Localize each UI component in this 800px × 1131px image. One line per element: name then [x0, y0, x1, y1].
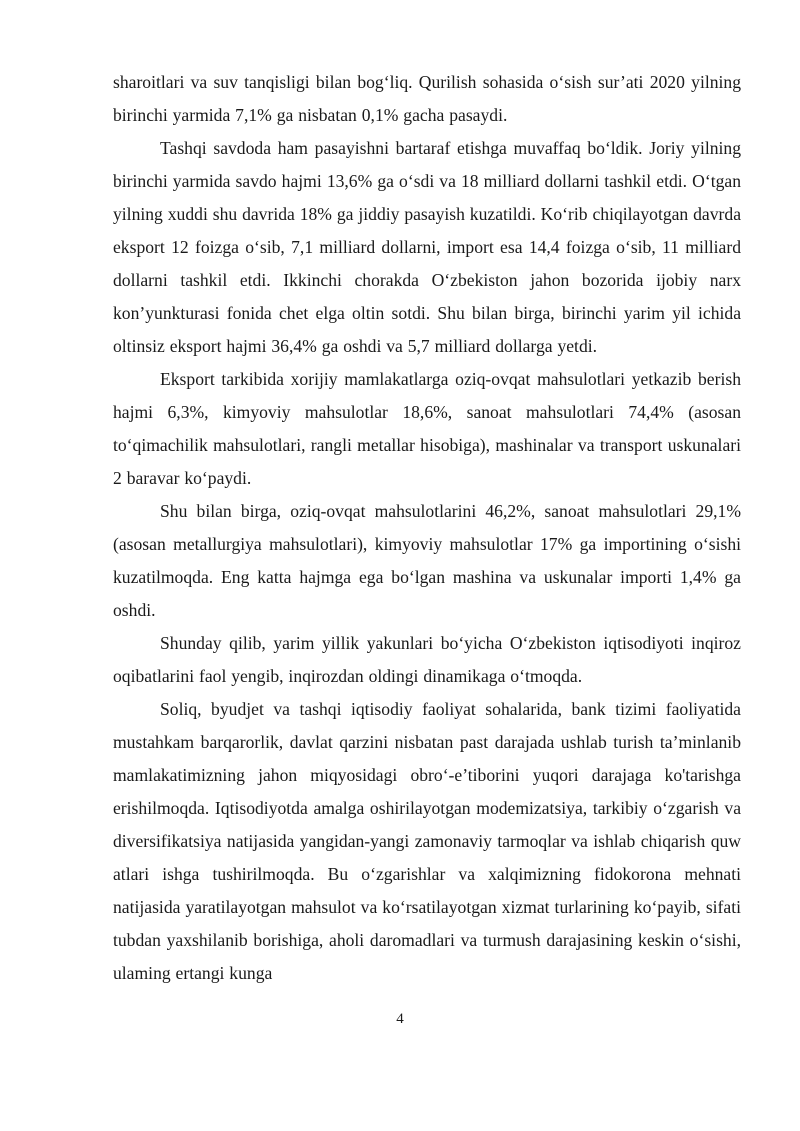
paragraph-4: Shu bilan birga, oziq-ovqat mahsulotlarini 46,2%, sanoat mahsulotlari 29,1% (asosan metallurgiya mahsulotlari), kimyoviy mahsulotlar 17% ga importining o‘sishi kuzatilmoqda. Eng katta hajmga ega bo‘lgan mashina va uskunalar importi 1,4% ga oshdi. [113, 501, 741, 620]
paragraph-6: Soliq, byudjet va tashqi iqtisodiy faoliyat sohalarida, bank tizimi faoliyatida mustahkam barqarorlik, davlat qarzini nisbatan past darajada ushlab turish ta’minlanib mamlakatimizning jahon miqyosidagi obro‘-e’tiborini yuqori darajaga ko'tarishga erishilmoqda. Iqtisodiyotda amalga oshirilayotgan modemizatsiya, tarkibiy o‘zgarish va diversifikatsiya natijasida yangidan-yangi zamonaviy tarmoqlar va ishlab chiqarish quw atlari ishga tushirilmoqda. Bu o‘zgarishlar va xalqimizning fidokorona mehnati natijasida yaratilayotgan mahsulot va ko‘rsatilayotgan xizmat turlarining ko‘payib, sifati tubdan yaxshilanib borishiga, aholi daromadlari va turmush darajasining keskin o‘sishi, ulaming ertangi kunga [113, 699, 741, 983]
paragraph-5: Shunday qilib, yarim yillik yakunlari bo‘yicha O‘zbekiston iqtisodiyoti inqiroz oqibatlarini faol yengib, inqirozdan oldingi dinamikaga o‘tmoqda. [113, 633, 741, 686]
document-page [113, 66, 741, 990]
page-number: 4 [396, 1011, 404, 1027]
paragraph-2: Tashqi savdoda ham pasayishni bartaraf etishga muvaffaq bo‘ldik. Joriy yilning birinchi yarmida savdo hajmi 13,6% ga o‘sdi va 18 milliard dollarni tashkil etdi. O‘tgan yilning xuddi shu davrida 18% ga jiddiy pasayish kuzatildi. Ko‘rib chiqilayotgan davrda eksport 12 foizga o‘sib, 7,1 milliard dollarni, import esa 14,4 foizga o‘sib, 11 milliard dollarni tashkil etdi. Ikkinchi chorakda O‘zbekiston jahon bozorida ijobiy narx kon’yunkturasi fonida chet elga oltin sotdi. Shu bilan birga, birinchi yarim yil ichida oltinsiz eksport hajmi 36,4% ga oshdi va 5,7 milliard dollarga yetdi. [113, 138, 741, 356]
paragraph-1: sharoitlari va suv tanqisligi bilan bog‘liq. Qurilish sohasida o‘sish sur’ati 2020 yilning birinchi yarmida 7,1% ga nisbatan 0,1% gacha pasaydi. [113, 72, 741, 125]
paragraph-3: Eksport tarkibida xorijiy mamlakatlarga oziq-ovqat mahsulotlari yetkazib berish hajmi 6,3%, kimyoviy mahsulotlar 18,6%, sanoat mahsulotlari 74,4% (asosan to‘qimachilik mahsulotlari, rangli metallar hisobiga), mashinalar va transport uskunalari 2 baravar ko‘paydi. [113, 369, 741, 488]
